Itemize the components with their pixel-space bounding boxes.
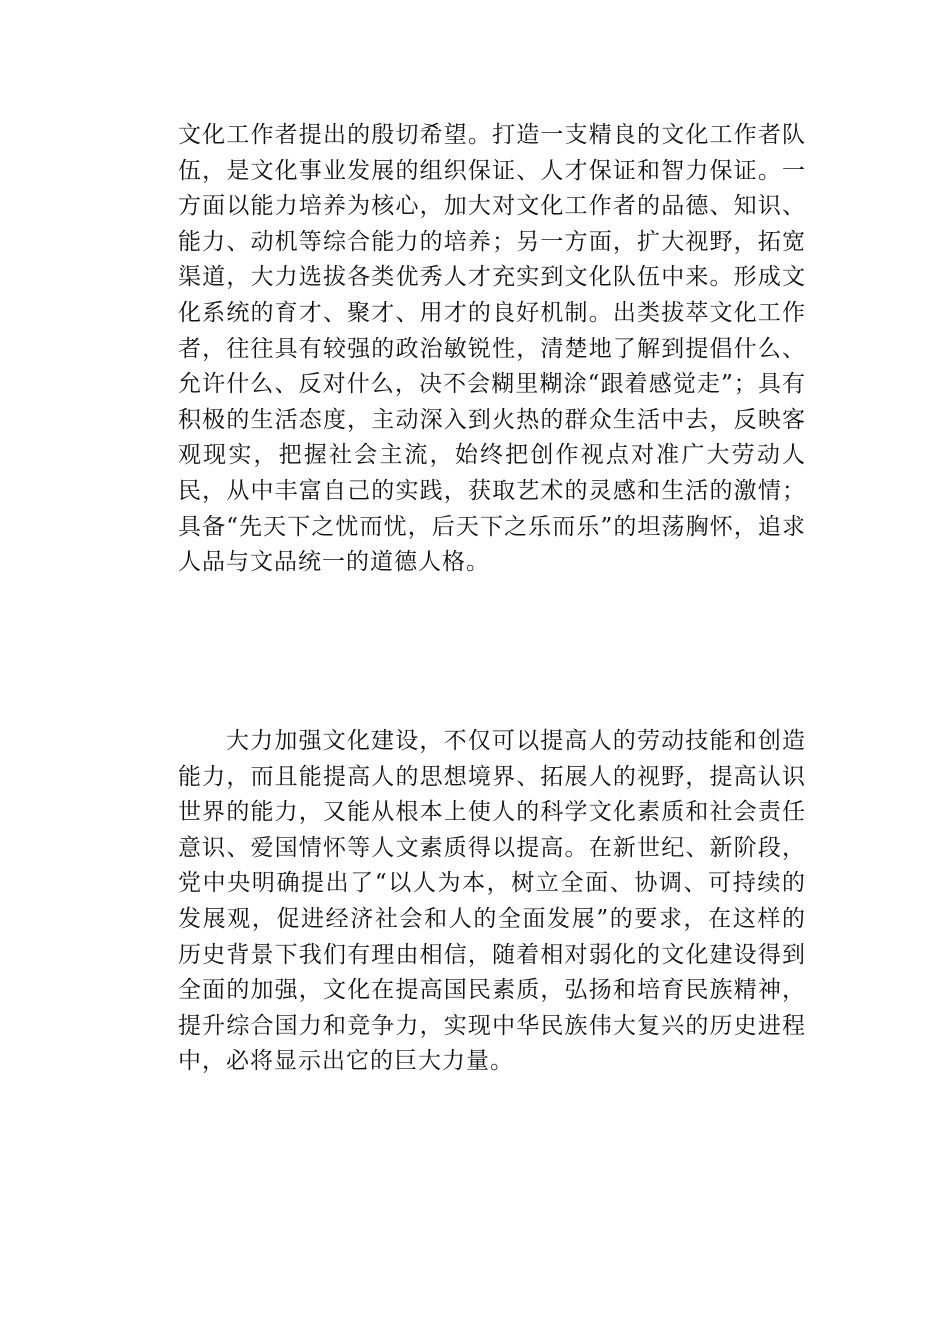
paragraph-2: 大力加强文化建设，不仅可以提高人的劳动技能和创造能力，而且能提高人的思想境界、拓展人的视野，提高认识世界的能力，又能从根本上使人的科学文化素质和社会责任意识、爱国情怀等人文素质得以提高。在新世纪、新阶段，党中央明确提出了“以人为本，树立全面、协调、可持续的发展观，促进经济社会和人的全面发展”的要求，在这样的历史背景下我们有理由相信，随着相对弱化的文化建设得到全面的加强，文化在提高国民素质，弘扬和培育民族精神，提升综合国力和竞争力，实现中华民族伟大复兴的历史进程中，必将显示出它的巨大力量。: [178, 728, 806, 1075]
paragraph-1: 文化工作者提出的殷切希望。打造一支精良的文化工作者队伍，是文化事业发展的组织保证、人才保证和智力保证。一方面以能力培养为核心，加大对文化工作者的品德、知识、能力、动机等综合能力的培养；另一方面，扩大视野，拓宽渠道，大力选拔各类优秀人才充实到文化队伍中来。形成文化系统的育才、聚才、用才的良好机制。出类拔萃文化工作者，往往具有较强的政治敏锐性，清楚地了解到提倡什么、允许什么、反对什么，决不会糊里糊涂“跟着感觉走”；具有积极的生活态度，主动深入到火热的群众生活中去，反映客观现实，把握社会主流，始终把创作视点对准广大劳动人民，从中丰富自己的实践，获取艺术的灵感和生活的激情；具备“先天下之忧而忧，后天下之乐而乐”的坦荡胸怀，追求人品与文品统一的道德人格。: [178, 122, 806, 576]
